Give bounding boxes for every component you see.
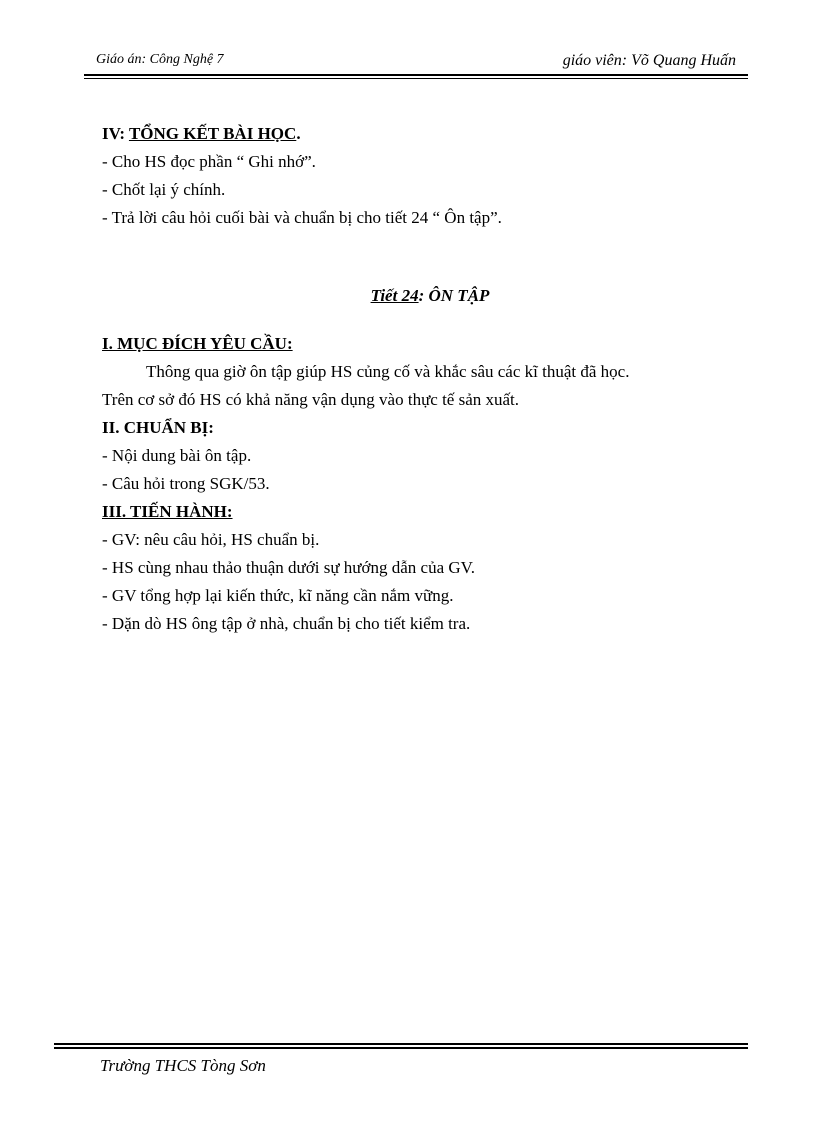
header-teacher: giáo viên: Võ Quang Huấn bbox=[562, 52, 736, 69]
section-4-item: - Trả lời câu hỏi cuối bài và chuẩn bị cho tiết 24 “ Ôn tập”. bbox=[102, 208, 502, 227]
lesson-name: ÔN TẬP bbox=[428, 286, 490, 305]
section-4-item: - Cho HS đọc phần “ Ghi nhớ”. bbox=[102, 152, 316, 171]
section-4-title: TỔNG KẾT BÀI HỌC bbox=[128, 124, 297, 143]
section-4-heading bbox=[102, 120, 758, 148]
part-2-item: - Nội dung bài ôn tập. bbox=[102, 446, 252, 465]
lesson-label: Tiết 24 bbox=[370, 286, 419, 305]
part-3-item: - Dặn dò HS ông tập ở nhà, chuẩn bị cho tiết kiểm tra. bbox=[102, 614, 471, 633]
header-rule-thin bbox=[84, 78, 748, 79]
part-2-item: - Câu hỏi trong SGK/53. bbox=[102, 474, 270, 493]
part-3-item: - HS cùng nhau thảo thuận dưới sự hướng dẫn của GV. bbox=[102, 558, 475, 577]
footer-school: Trường THCS Tòng Sơn bbox=[100, 1056, 266, 1075]
header-rule bbox=[84, 74, 748, 76]
section-4-item: - Chốt lại ý chính. bbox=[102, 180, 226, 199]
part-3-heading: III. TIẾN HÀNH: bbox=[102, 502, 233, 521]
part-1-heading: I. MỤC ĐÍCH YÊU CẦU: bbox=[102, 334, 293, 353]
lesson-sep: : bbox=[418, 286, 429, 305]
part-1-paragraph-cont: Trên cơ sở đó HS có khả năng vận dụng vào thực tế sản xuất. bbox=[102, 390, 520, 409]
part-1-paragraph: Thông qua giờ ôn tập giúp HS củng cố và khắc sâu các kĩ thuật đã học. bbox=[146, 362, 630, 381]
part-3-item: - GV: nêu câu hỏi, HS chuẩn bị. bbox=[102, 530, 320, 549]
header-subject: Giáo án: Công Nghệ 7 bbox=[96, 52, 224, 67]
footer-rule-second bbox=[54, 1047, 748, 1049]
lesson-title bbox=[102, 282, 758, 310]
document-body bbox=[102, 120, 758, 638]
section-4-number: IV: bbox=[102, 124, 129, 143]
section-4-period: . bbox=[296, 124, 301, 143]
part-2-heading: II. CHUẨN BỊ: bbox=[102, 418, 214, 437]
part-3-item: - GV tổng hợp lại kiến thức, kĩ năng cần nắm vững. bbox=[102, 586, 454, 605]
footer-rule bbox=[54, 1043, 748, 1045]
